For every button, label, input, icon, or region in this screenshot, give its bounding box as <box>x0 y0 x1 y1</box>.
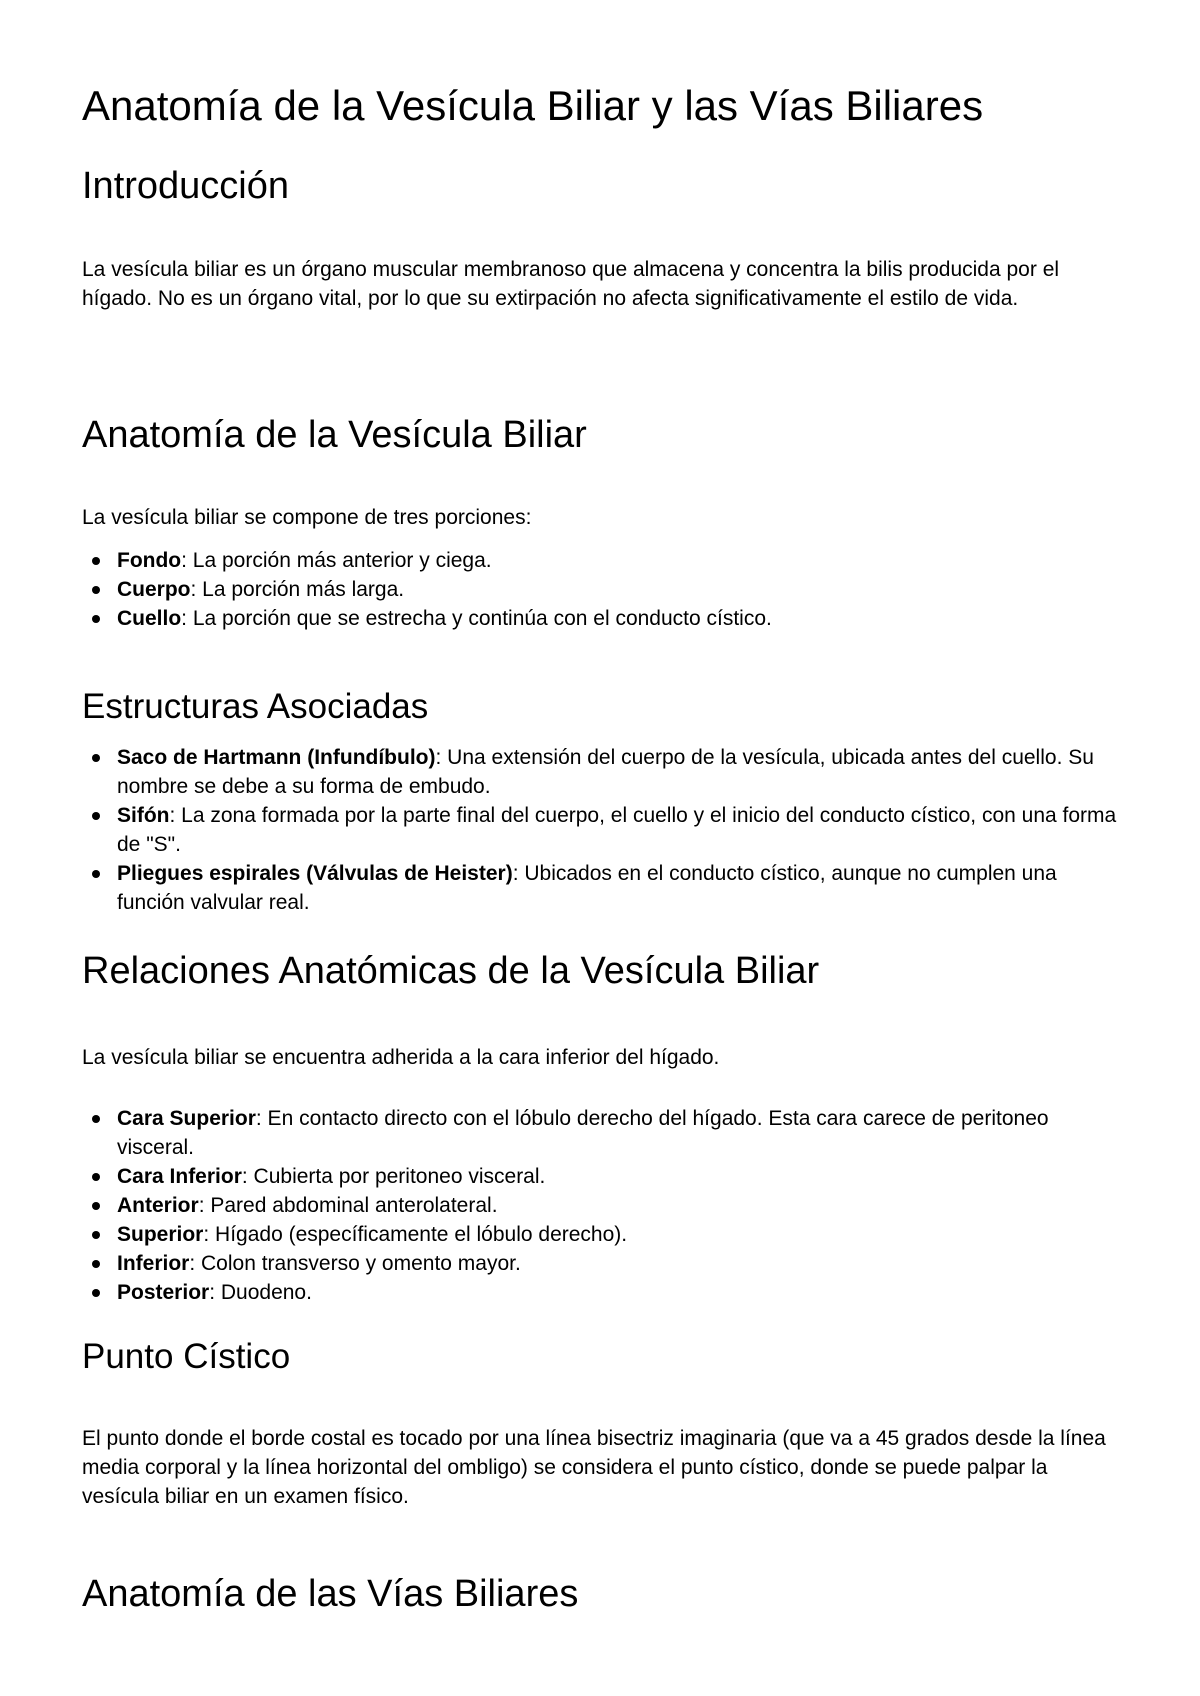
bullet-icon <box>92 812 100 820</box>
list-item-term: Inferior <box>117 1252 190 1275</box>
list-item-text: : Ubicados en el conducto cístico, aunque no cumplen una función valvular real. <box>117 862 1057 914</box>
list-item <box>82 1162 1122 1191</box>
list-item-term: Posterior <box>117 1281 210 1304</box>
list-item-text: : Duodeno. <box>209 1281 312 1304</box>
list-item-text: : Pared abdominal anterolateral. <box>198 1194 498 1217</box>
list-item <box>82 1104 1122 1162</box>
list-item-text: : En contacto directo con el lóbulo derecho del hígado. Esta cara carece de peritoneo visceral. <box>117 1107 1049 1159</box>
bullet-icon <box>92 754 100 762</box>
list-item-term: Cara Superior <box>117 1107 256 1130</box>
list-item-text: : La porción más larga. <box>190 578 405 601</box>
list-item <box>82 1191 1122 1220</box>
list-item <box>82 1220 1122 1249</box>
bullet-icon <box>92 1115 100 1123</box>
heading-punto-cistico: Punto Cístico <box>82 1337 291 1376</box>
paragraph-anatomia-vesicula-intro: La vesícula biliar se compone de tres porciones: <box>82 506 532 529</box>
list-item-term: Cara Inferior <box>117 1165 242 1188</box>
bullet-icon <box>92 1202 100 1210</box>
list-item <box>82 604 1122 633</box>
heading-vias-biliares: Anatomía de las Vías Biliares <box>82 1573 579 1615</box>
paragraph-punto-cistico: El punto donde el borde costal es tocado por una línea bisectriz imaginaria (que va a 45 grados desde la línea media corporal y la línea horizontal del ombligo) se considera el punto cístico, donde se puede palpar la vesícula biliar en un examen físico. <box>82 1427 1106 1508</box>
list-item-text: : Hígado (específicamente el lóbulo derecho). <box>203 1223 628 1246</box>
bullet-icon <box>92 1289 100 1297</box>
bullet-icon <box>92 870 100 878</box>
bullet-icon <box>92 1231 100 1239</box>
bullet-icon <box>92 586 100 594</box>
list-item <box>82 801 1122 859</box>
heading-anatomia-vesicula: Anatomía de la Vesícula Biliar <box>82 414 587 456</box>
list-item-term: Superior <box>117 1223 204 1246</box>
list-item-term: Fondo <box>117 549 182 572</box>
list-item-term: Saco de Hartmann (Infundíbulo) <box>117 746 436 769</box>
heading-relaciones: Relaciones Anatómicas de la Vesícula Biliar <box>82 950 820 992</box>
list-item <box>82 743 1122 801</box>
list-estructuras <box>82 743 1122 917</box>
list-item-term: Cuello <box>117 607 182 630</box>
document-title: Anatomía de la Vesícula Biliar y las Vías Biliares <box>82 82 984 129</box>
list-item-term: Cuerpo <box>117 578 191 601</box>
paragraph-relaciones-intro: La vesícula biliar se encuentra adherida a la cara inferior del hígado. <box>82 1046 720 1069</box>
list-porciones <box>82 546 1122 633</box>
list-item <box>82 546 1122 575</box>
list-item-term: Pliegues espirales (Válvulas de Heister) <box>117 862 513 885</box>
list-item-text: : La zona formada por la parte final del cuerpo, el cuello y el inicio del conducto cístico, con una forma de "S". <box>117 804 1117 856</box>
list-item-text: : La porción que se estrecha y continúa con el conducto cístico. <box>181 607 772 630</box>
list-item-term: Anterior <box>117 1194 199 1217</box>
list-item <box>82 1278 1122 1307</box>
heading-introduccion: Introducción <box>82 165 290 207</box>
list-item-text: : Una extensión del cuerpo de la vesícula, ubicada antes del cuello. Su nombre se debe a su forma de embudo. <box>117 746 1094 798</box>
list-relaciones <box>82 1104 1122 1307</box>
list-item-term: Sifón <box>117 804 170 827</box>
bullet-icon <box>92 557 100 565</box>
heading-estructuras-asociadas: Estructuras Asociadas <box>82 687 429 726</box>
list-item <box>82 859 1122 917</box>
paragraph-introduccion: La vesícula biliar es un órgano muscular membranoso que almacena y concentra la bilis producida por el hígado. No es un órgano vital, por lo que su extirpación no afecta significativamente el estilo de vida. <box>82 258 1060 310</box>
list-item-text: : Cubierta por peritoneo visceral. <box>241 1165 546 1188</box>
list-item <box>82 1249 1122 1278</box>
bullet-icon <box>92 1173 100 1181</box>
bullet-icon <box>92 615 100 623</box>
list-item-text: : Colon transverso y omento mayor. <box>189 1252 521 1275</box>
bullet-icon <box>92 1260 100 1268</box>
list-item-text: : La porción más anterior y ciega. <box>181 549 492 572</box>
list-item <box>82 575 1122 604</box>
